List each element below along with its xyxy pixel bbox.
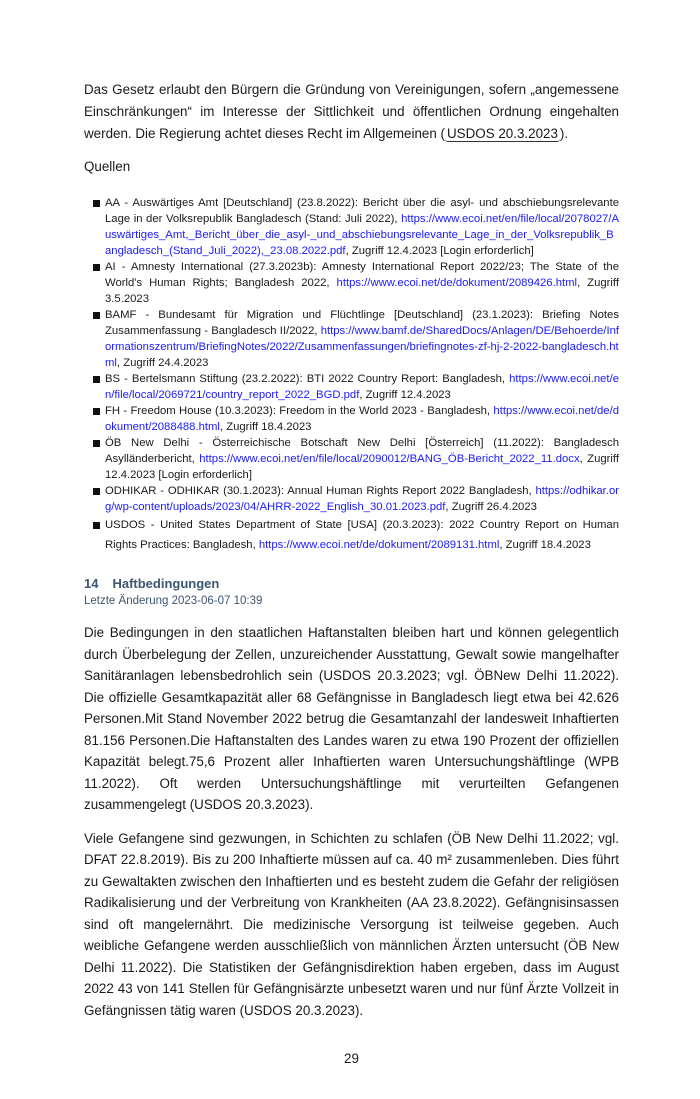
reference-access: , Zugriff 3.5.2023: [105, 277, 619, 305]
reference-item: [92, 259, 619, 307]
body-paragraph: Die Bedingungen in den staatlichen Haftanstalten bleiben hart und können gelegentlich durch Überbelegung der Zellen, unzureichender Ausstattung, Gewalt sowie mangelhafter Sanitäranlagen lebensbedrohlich sein (USDOS 20.3.2023; vgl. ÖBNew Delhi 11.2022). Die offizielle Gesamtkapazität aller 68 Gefängnisse in Bangladesch liegt etwa bei 42.626 Personen.Mit Stand November 2022 betrug die Gesamtanzahl der landesweit Inhaftierten 81.156 Personen.Die Haftanstalten des Landes waren zu etwa 190 Prozent der offiziellen Kapazität belegt.75,6 Prozent aller Inhaftierten waren Untersuchungshäftlinge (WPB 11.2022). Oft werden Untersuchungshäftlinge mit verurteilten Gefangenen zusammengelegt (USDOS 20.3.2023).: [84, 625, 619, 812]
intro-text: Das Gesetz erlaubt den Bürgern die Gründung von Vereinigungen, sofern „angemessene Einschränkungen“ im Interesse der Sittlichkeit und öffentlichen Ordnung eingehalten werden. Die Regierung achtet dieses Recht im Allgemeinen (: [84, 82, 619, 141]
reference-link[interactable]: https://www.ecoi.net/de/dokument/2089131.html: [258, 539, 500, 551]
last-changed: Letzte Änderung 2023-06-07 10:39: [84, 595, 263, 607]
reference-text: AI - Amnesty International (27.3.2023b): Amnesty International Report 2022/23; The State of the World's Human Rights; Bangladesh 2022,: [105, 261, 619, 289]
reference-text: AA - Auswärtiges Amt [Deutschland] (23.8.2022): Bericht über die asyl- und abschiebungsrelevante Lage in der Volksrepublik Bangladesch (Stand: Juli 2022),: [105, 197, 619, 225]
reference-link[interactable]: https://www.ecoi.net/en/file/local/2078027/Auswärtiges_Amt,_Bericht_über_die_asyl-_und_abschiebungsrelevante_Lage_in_der_Volksrepublik_Bangladesch_(Stand_Juli_2022),_23.08.2022.pdf: [105, 213, 619, 257]
section-heading: [84, 575, 619, 593]
reference-item: [92, 435, 619, 483]
body-paragraph: Viele Gefangene sind gezwungen, in Schichten zu schlafen (ÖB New Delhi 11.2022; vgl. DFAT 22.8.2019). Bis zu 200 Inhaftierte müssen auf ca. 40 m² zusammenleben. Dies führt zu Gewaltakten zwischen den Inhaftierten und es besteht zudem die Gefahr der religiösen Radikalisierung und der Verbreitung von Krankheiten (AA 23.8.2022). Gefängnisinsassen sind oft mangelernährt. Die medizinische Versorgung ist teilweise gegeben. Auch weibliche Gefangene werden ausschließlich von männlichen Ärzten untersucht (ÖB New Delhi 11.2022). Die Statistiken der Gefängnisdirektion haben ergeben, dass im August 2022 43 von 141 Stellen für Gefängnisärzte unbesetzt waren und nur fünf Ärzte Vollzeit in Gefängnissen tätig waren (USDOS 20.3.2023).: [84, 830, 619, 1018]
reference-access: , Zugriff 26.4.2023: [445, 501, 537, 513]
reference-item: [92, 515, 619, 555]
reference-link[interactable]: https://www.bamf.de/SharedDocs/Anlagen/DE/Behoerde/Informationszentrum/BriefingNotes/2022/Zusammenfassungen/briefingnotes-zf-hj-2-2022-bangladesch.html: [105, 325, 619, 369]
sources-heading: Quellen: [84, 159, 131, 174]
reference-item: [92, 195, 619, 259]
reference-link[interactable]: https://www.ecoi.net/de/dokument/2088488.html: [105, 405, 619, 433]
reference-link[interactable]: https://www.ecoi.net/en/file/local/2069721/country_report_2022_BGD.pdf: [105, 373, 619, 401]
reference-item: [92, 371, 619, 403]
citation-link[interactable]: USDOS 20.3.2023: [447, 126, 558, 141]
section-title: Haftbedingungen: [112, 576, 220, 591]
reference-text: ODHIKAR - ODHIKAR (30.1.2023): Annual Human Rights Report 2022 Bangladesh,: [105, 485, 536, 497]
page-number: 29: [344, 1051, 359, 1066]
reference-item: [92, 483, 619, 515]
reference-link[interactable]: https://www.ecoi.net/de/dokument/2089426.html: [336, 277, 578, 289]
reference-access: , Zugriff 18.4.2023: [499, 539, 591, 551]
reference-item: [92, 403, 619, 435]
intro-end: ).: [559, 126, 569, 141]
reference-access: , Zugriff 24.4.2023: [116, 357, 209, 369]
reference-access: , Zugriff 18.4.2023: [219, 421, 312, 433]
reference-access: , Zugriff 12.4.2023: [359, 389, 451, 401]
reference-text: BAMF - Bundesamt für Migration und Flüchtlinge [Deutschland] (23.1.2023): Briefing Notes Zusammenfassung - Bangladesch II/2022,: [105, 309, 619, 337]
section-number: 14: [84, 576, 99, 591]
reference-text: FH - Freedom House (10.3.2023): Freedom in the World 2023 - Bangladesh,: [105, 405, 494, 417]
reference-access: , Zugriff 12.4.2023 [Login erforderlich]: [345, 245, 534, 257]
reference-text: USDOS - United States Department of State [USA] (20.3.2023): 2022 Country Report on Human Rights Practices: Bangladesh,: [105, 519, 619, 551]
reference-text: ÖB New Delhi - Österreichische Botschaft New Delhi [Österreich] (11.2022): Bangladesch Asylländerbericht,: [105, 437, 619, 465]
reference-link[interactable]: https://odhikar.org/wp-content/uploads/2023/04/AHRR-2022_English_30.01.2023.pdf: [105, 485, 619, 513]
intro-paragraph: [84, 79, 619, 145]
reference-text: BS - Bertelsmann Stiftung (23.2.2022): BTI 2022 Country Report: Bangladesh,: [105, 373, 510, 385]
reference-list: [92, 195, 619, 555]
reference-item: [92, 307, 619, 371]
reference-link[interactable]: https://www.ecoi.net/en/file/local/2090012/BANG_ÖB-Bericht_2022_11.docx: [199, 453, 580, 465]
reference-access: , Zugriff 12.4.2023 [Login erforderlich]: [105, 453, 619, 481]
